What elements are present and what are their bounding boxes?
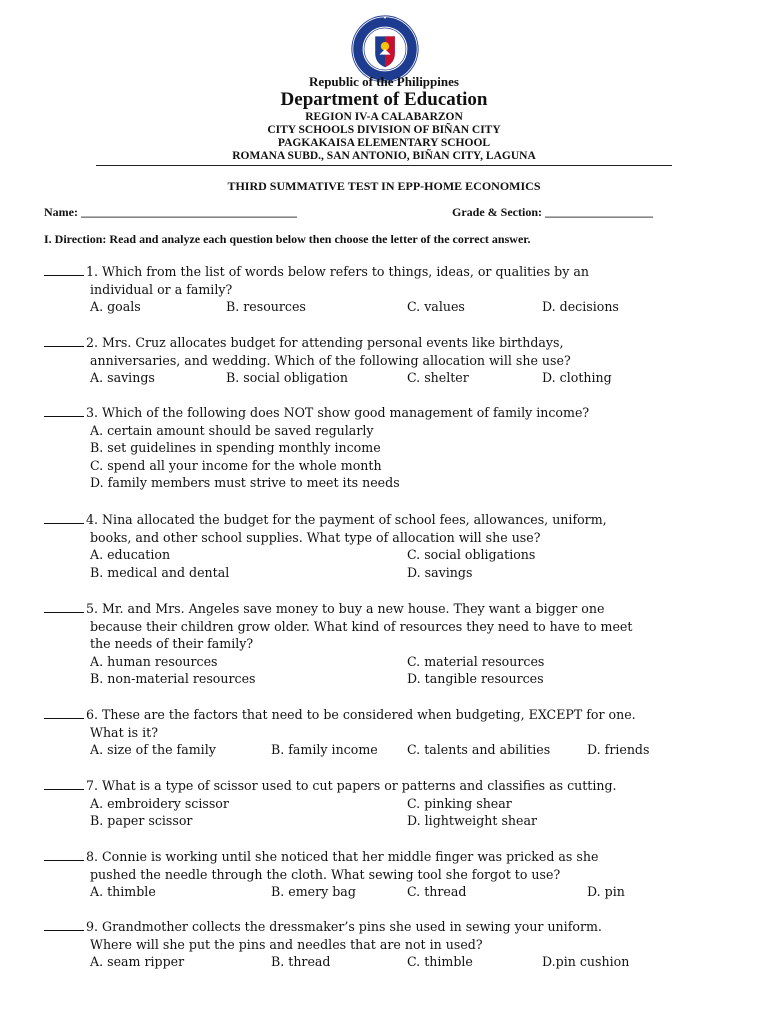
question-text: because their children grow older. What kind of resources they need to have to meet xyxy=(90,618,633,634)
direction-text: I. Direction: Read and analyze each question below then choose the letter of the correct answer. xyxy=(44,232,531,246)
question-5 xyxy=(44,600,724,688)
option-a: A. savings xyxy=(90,370,155,386)
question-text: the needs of their family? xyxy=(90,636,254,652)
option-c: C. talents and abilities xyxy=(407,742,551,758)
option-b: B. non-material resources xyxy=(90,671,256,687)
option-b: B. set guidelines in spending monthly income xyxy=(90,440,381,456)
option-a: A. human resources xyxy=(90,653,218,669)
name-field[interactable]: Name: ____________________________________ xyxy=(44,205,297,219)
answer-blank[interactable] xyxy=(44,706,84,719)
question-3 xyxy=(44,404,724,492)
question-text: anniversaries, and wedding. Which of the following allocation will she use? xyxy=(90,352,571,368)
division-label: CITY SCHOOLS DIVISION OF BIÑAN CITY xyxy=(267,124,501,136)
republic-label: Republic of the Philippines xyxy=(309,74,459,89)
option-c: C. thread xyxy=(407,884,467,900)
option-a: A. seam ripper xyxy=(90,954,185,970)
option-a: A. thimble xyxy=(90,884,156,900)
question-text: 1. Which from the list of words below refers to things, ideas, or qualities by an xyxy=(86,264,589,279)
question-6 xyxy=(44,706,724,759)
option-c: C. shelter xyxy=(407,370,469,386)
question-text: 9. Grandmother collects the dressmaker’s pins she used in sewing your uniform. xyxy=(86,919,602,934)
question-text: books, and other school supplies. What type of allocation will she use? xyxy=(90,529,541,545)
option-d: D. friends xyxy=(587,742,650,758)
option-c: C. values xyxy=(407,299,465,315)
option-a: A. goals xyxy=(90,299,141,315)
test-title: THIRD SUMMATIVE TEST IN EPP-HOME ECONOMICS xyxy=(227,179,541,193)
option-b: B. family income xyxy=(271,742,378,758)
option-c: C. thimble xyxy=(407,954,473,970)
answer-blank[interactable] xyxy=(44,918,84,931)
question-text: Where will she put the pins and needles that are not in used? xyxy=(90,936,483,952)
option-d: D. savings xyxy=(407,564,473,580)
question-2 xyxy=(44,334,724,387)
option-b: B. paper scissor xyxy=(90,813,193,829)
answer-blank[interactable] xyxy=(44,334,84,347)
question-8 xyxy=(44,848,724,901)
option-a: A. certain amount should be saved regularly xyxy=(90,422,374,438)
question-text: 8. Connie is working until she noticed that her middle finger was pricked as she xyxy=(86,849,599,864)
answer-blank[interactable] xyxy=(44,511,84,524)
grade-section-field[interactable]: Grade & Section: __________________ xyxy=(452,205,653,219)
question-text: 3. Which of the following does NOT show good management of family income? xyxy=(86,405,590,420)
answer-blank[interactable] xyxy=(44,848,84,861)
question-text: 4. Nina allocated the budget for the payment of school fees, allowances, uniform, xyxy=(86,512,607,527)
question-text: 7. What is a type of scissor used to cut papers or patterns and classifies as cutting. xyxy=(86,778,617,793)
option-a: A. embroidery scissor xyxy=(90,795,229,811)
option-a: A. size of the family xyxy=(90,742,216,758)
answer-blank[interactable] xyxy=(44,777,84,790)
option-c: C. social obligations xyxy=(407,547,536,563)
option-b: B. social obligation xyxy=(226,370,348,386)
question-7 xyxy=(44,777,724,830)
option-d: D. clothing xyxy=(542,370,612,386)
question-text: pushed the needle through the cloth. What sewing tool she forgot to use? xyxy=(90,866,561,882)
option-d: D. pin xyxy=(587,884,625,900)
option-a: A. education xyxy=(90,547,171,563)
option-b: B. emery bag xyxy=(271,884,356,900)
option-d: D. family members must strive to meet its needs xyxy=(90,475,400,491)
option-c: C. material resources xyxy=(407,653,545,669)
answer-blank[interactable] xyxy=(44,263,84,276)
option-c: C. pinking shear xyxy=(407,795,512,811)
option-b: B. medical and dental xyxy=(90,564,230,580)
option-d: D.pin cushion xyxy=(542,954,630,970)
option-d: D. tangible resources xyxy=(407,671,544,687)
option-d: D. lightweight shear xyxy=(407,813,537,829)
answer-blank[interactable] xyxy=(44,404,84,417)
question-text: individual or a family? xyxy=(90,281,233,297)
answer-blank[interactable] xyxy=(44,600,84,613)
school-label: PAGKAKAISA ELEMENTARY SCHOOL xyxy=(277,137,491,149)
question-9 xyxy=(44,918,724,971)
question-4 xyxy=(44,511,724,581)
question-text: 6. These are the factors that need to be considered when budgeting, EXCEPT for one. xyxy=(86,707,636,722)
question-text: What is it? xyxy=(90,724,158,740)
header-divider xyxy=(96,165,672,166)
region-label: REGION IV-A CALABARZON xyxy=(305,111,463,123)
address-label: ROMANA SUBD., SAN ANTONIO, BIÑAN CITY, LAGUNA xyxy=(232,150,536,162)
question-text: 5. Mr. and Mrs. Angeles save money to buy a new house. They want a bigger one xyxy=(86,601,605,616)
option-b: B. resources xyxy=(226,299,306,315)
question-1 xyxy=(44,263,724,316)
option-d: D. decisions xyxy=(542,299,619,315)
department-title: Department of Education xyxy=(280,89,488,110)
option-c: C. spend all your income for the whole month xyxy=(90,457,382,473)
question-text: 2. Mrs. Cruz allocates budget for attending personal events like birthdays, xyxy=(86,335,564,350)
option-b: B. thread xyxy=(271,954,331,970)
